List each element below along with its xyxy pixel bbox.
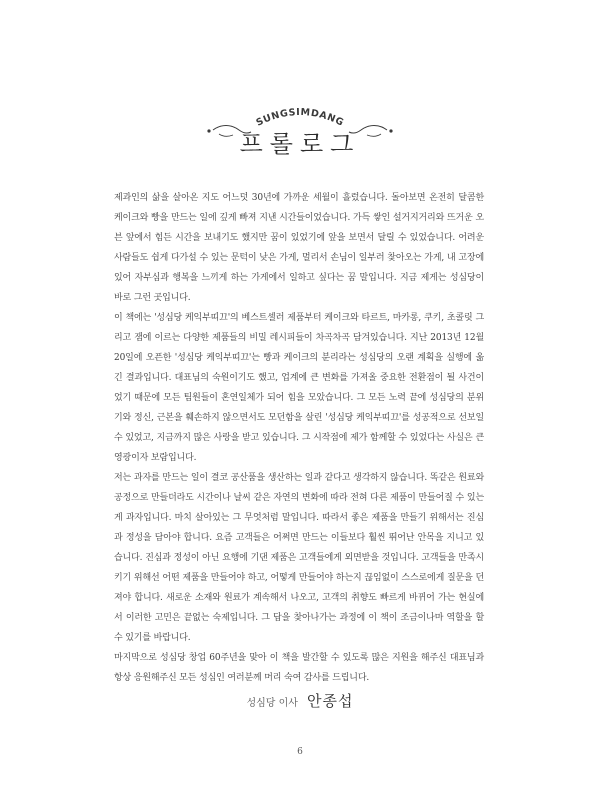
prologue-body <box>114 188 484 688</box>
paragraph: 제과인의 삶을 살아온 지도 어느덧 30년에 가까운 세월이 흘렀습니다. 돌아보면 온전히 달콤한 케이크와 빵을 만드는 일에 깊게 빠져 지낸 시간들이었습니다. 가득 쌓인 설거지거리와 뜨거운 오븐 앞에서 힘든 시간을 보내기도 했지만 꿈이 있었기에 앞을 보면서 달릴 수 있었습니다. 어려운 사람들도 쉽게 다가설 수 있는 문턱이 낮은 가게, 멀리서 손님이 일부러 찾아오는 가게, 내 고장에 있어 자부심과 행복을 느끼게 하는 가게에서 일하고 싶다는 꿈 말입니다. 지금 제게는 성심당이 바로 그런 곳입니다. <box>114 193 484 303</box>
author-name: 안종섭 <box>307 692 354 710</box>
logo-text: SUNGSIMDANG <box>254 106 346 129</box>
paragraph: 저는 과자를 만드는 일이 결코 공산품을 생산하는 일과 같다고 생각하지 않습니다. 똑같은 원료와 공정으로 만들더라도 시간이나 날씨 같은 자연의 변화에 따라 전혀 다른 제품이 만들어질 수 있는 게 과자입니다. 마치 살아있는 그 무엇처럼 말입니다. 따라서 좋은 제품을 만들기 위해서는 진심과 정성을 담아야 합니다. 요즘 고객들은 어쩌면 만드는 이들보다 훨씬 뛰어난 안목을 지니고 있습니다. 진심과 정성이 아닌 요행에 기댄 제품은 고객들에게 외면받을 것입니다. 고객들을 만족시키기 위해선 어떤 제품을 만들어야 하고, 어떻게 만들어야 하는지 끊임없이 스스로에게 질문을 던져야 합니다. 새로운 소재와 원료가 계속해서 나오고, 고객의 취향도 빠르게 바뀌어 가는 현실에서 이러한 고민은 끝없는 숙제입니다. 그 답을 찾아나가는 과정에 이 책이 조금이나마 역할을 할 수 있기를 바랍니다. <box>114 473 484 643</box>
page-number: 6 <box>297 747 303 757</box>
paragraph: 이 책에는 '성심당 케익부띠끄'의 베스트셀러 제품부터 케이크와 타르트, 마카롱, 쿠키, 초콜릿 그리고 잼에 이르는 다양한 제품들의 비밀 레시피들이 차곡차곡 담겨있습니다. 지난 2013년 12월 20일에 오픈한 '성심당 케익부띠끄'는 빵과 케이크의 분리라는 성심당의 오랜 계획을 실행에 옮긴 결과입니다. 대표님의 숙원이기도 했고, 업계에 큰 변화를 가져올 중요한 전환점이 될 사건이었기 때문에 모든 팀원들이 혼연일체가 되어 힘을 모았습니다. 그 모든 노력 끝에 성심당의 분위기와 정신, 근본을 훼손하지 않으면서도 모던함을 살린 '성심당 케익부띠끄'를 성공적으로 선보일 수 있었고, 지금까지 많은 사랑을 받고 있습니다. 그 시작점에 제가 함께할 수 있었다는 사실은 큰 영광이자 보람입니다. <box>114 313 484 463</box>
author-role: 성심당 이사 <box>246 698 298 709</box>
page-title: 프롤로그 <box>239 130 361 158</box>
author-signature <box>0 690 600 711</box>
paragraph: 마지막으로 성심당 창업 60주년을 맞아 이 책을 발간할 수 있도록 많은 지원을 해주신 대표님과 항상 응원해주신 모든 성심인 여러분께 머리 숙여 감사를 드립니다. <box>114 653 484 683</box>
